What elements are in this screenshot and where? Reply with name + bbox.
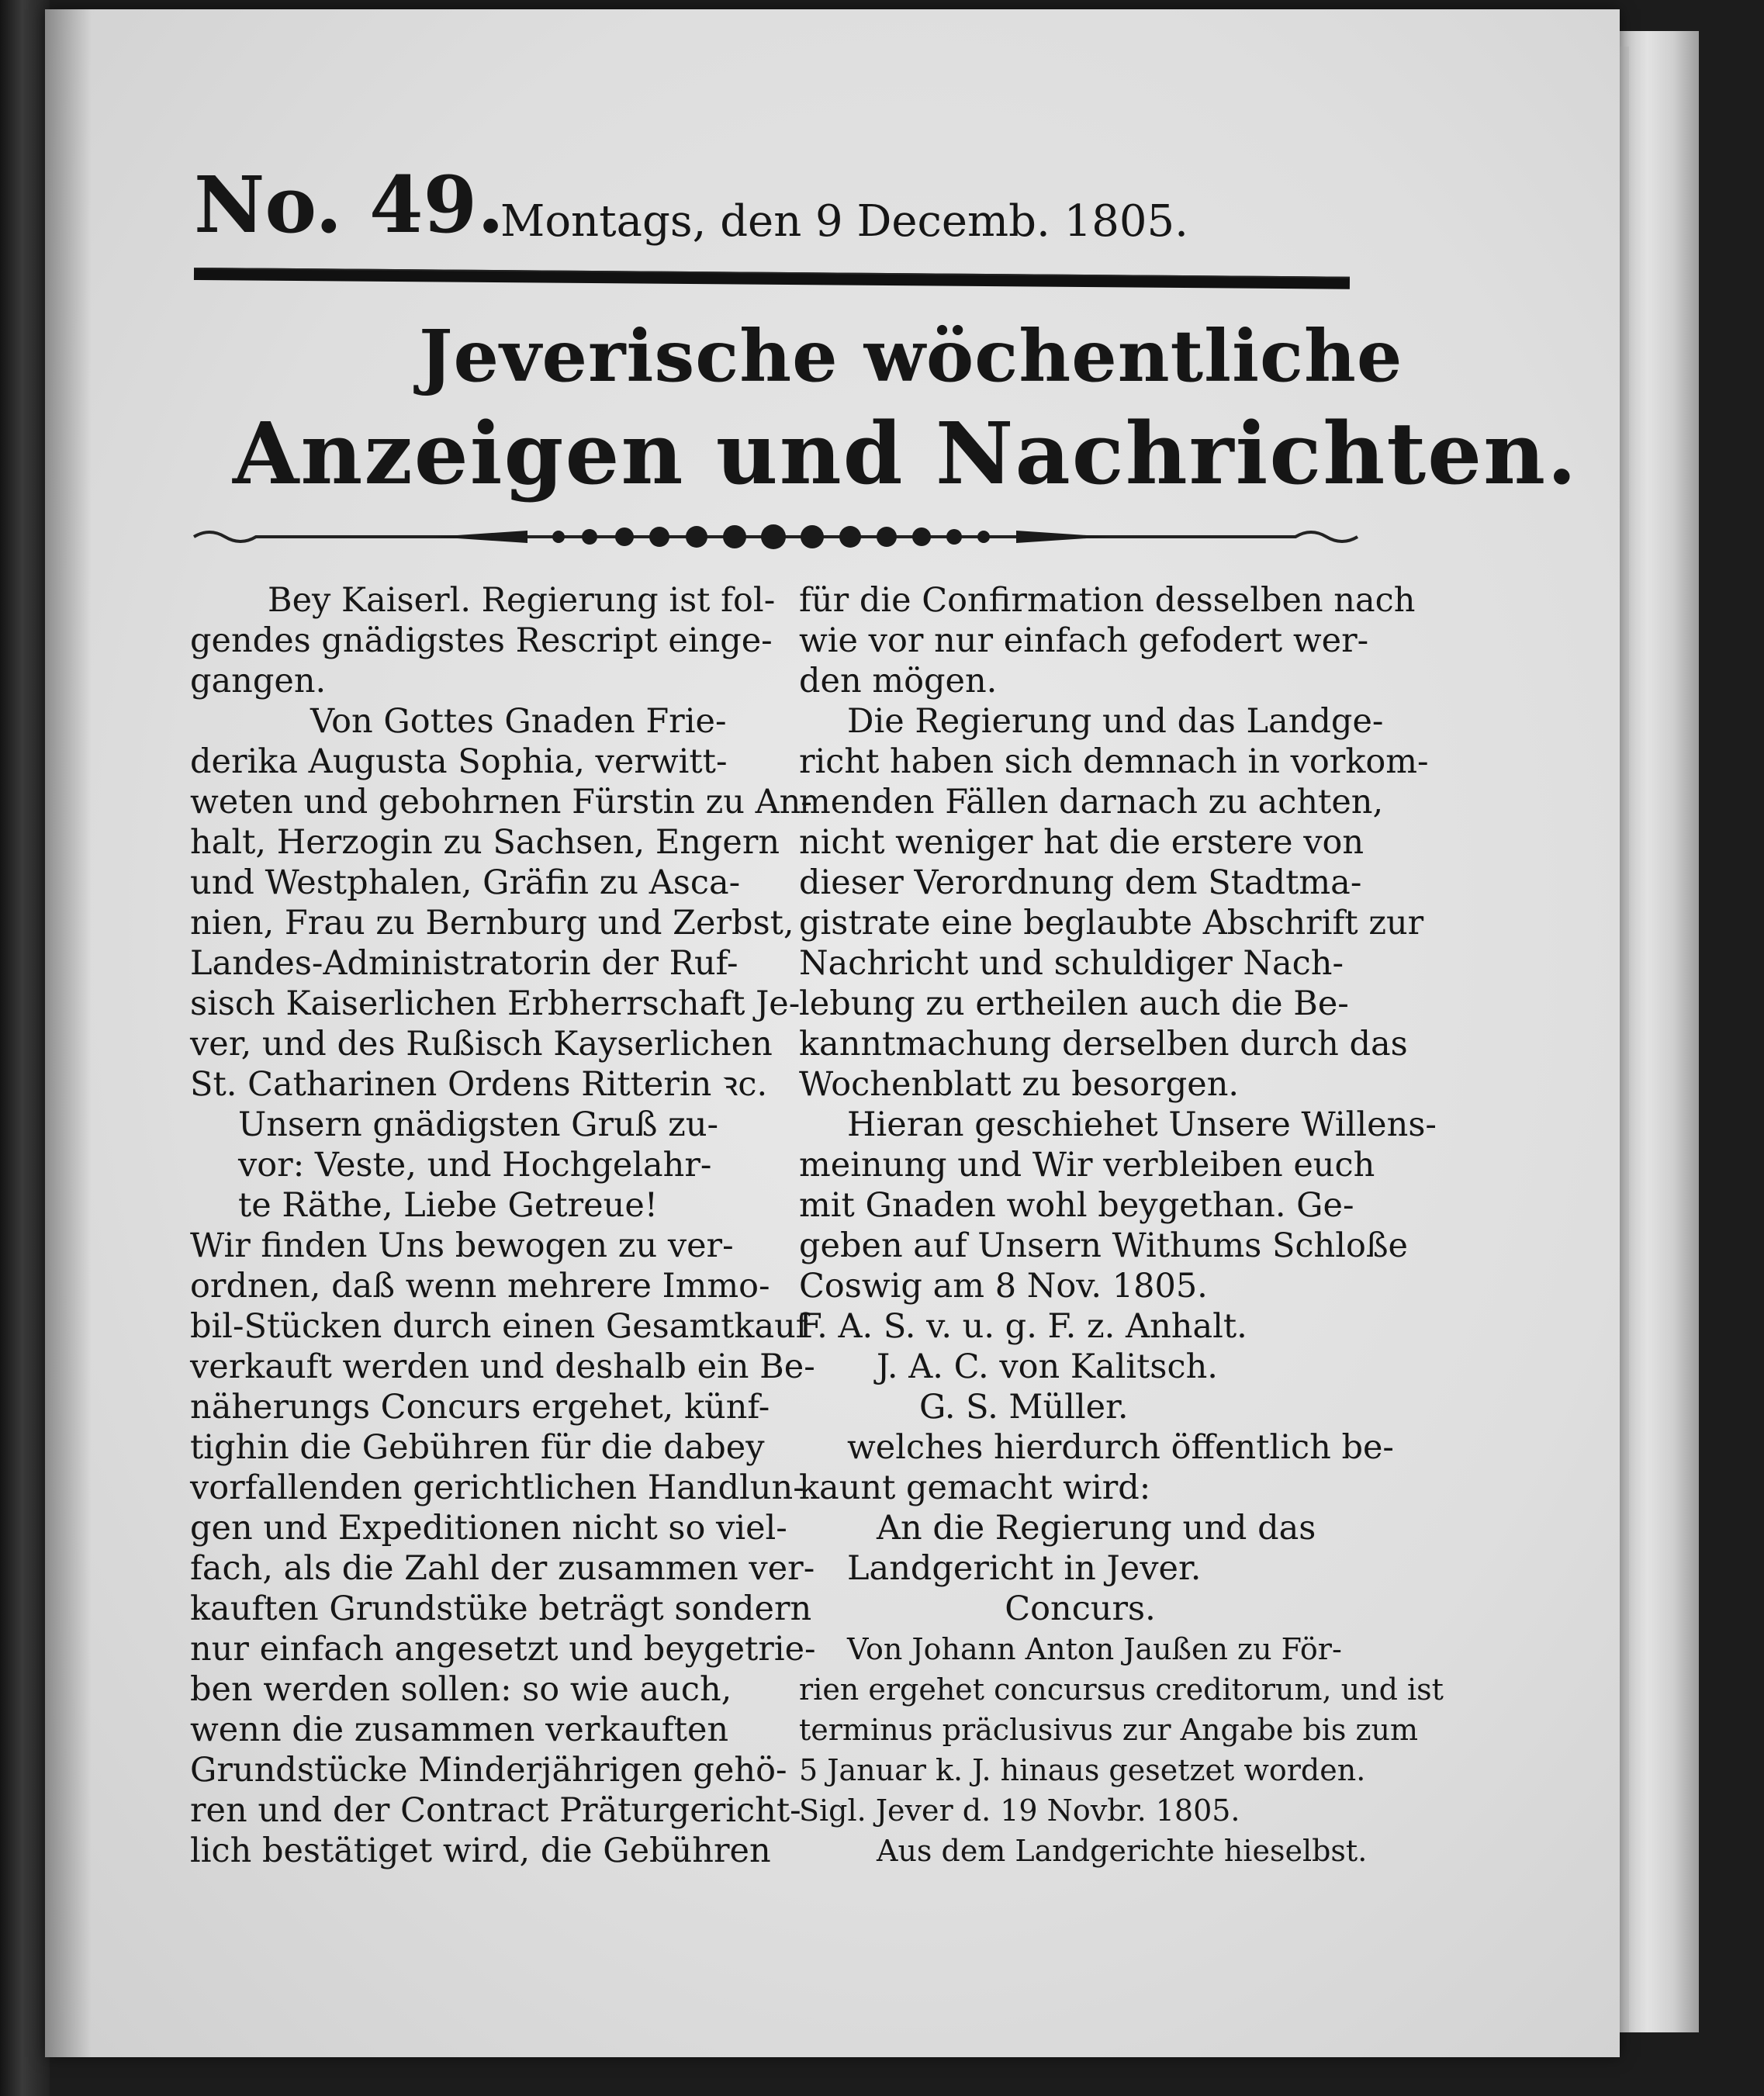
text-line: gangen. [190,662,327,700]
text-line: menden Fällen darnach zu achten, [799,783,1384,821]
text-line: kauften Grundstüke beträgt sondern [190,1589,812,1628]
text-line: richt haben sich demnach in vorkom- [799,742,1429,781]
text-line: Unsern gnädigsten Gruß zu- [238,1105,719,1144]
text-line: Grundstücke Minderjährigen gehö- [190,1751,787,1790]
text-line: derika Augusta Sophia, verwitt- [190,742,728,781]
text-line: F. A. S. v. u. g. F. z. Anhalt. [799,1307,1247,1346]
text-line: lebung zu ertheilen auch die Be- [799,984,1349,1023]
text-line: mit Gnaden wohl beygethan. Ge- [799,1186,1354,1225]
book-spine [0,0,50,2096]
text-line: halt, Herzogin zu Sachsen, Engern [190,823,780,862]
text-line: terminus präclusivus zur Angabe bis zum [799,1713,1418,1747]
issue-date: Montags, den 9 Decemb. 1805. [500,196,1188,247]
text-line: Landes-Administratorin der Ruf- [190,944,738,983]
text-line: verkauft werden und deshalb ein Be- [190,1347,815,1386]
text-line: tighin die Gebühren für die dabey [190,1428,765,1467]
text-line: Landgericht in Jever. [847,1549,1202,1588]
right-column [799,580,1444,1871]
text-line: ver, und des Rußisch Kayserlichen [190,1025,773,1064]
text-line: wenn die zusammen verkauften [190,1710,729,1749]
left-column [190,580,816,1871]
issue-number: No. 49. [194,159,504,251]
masthead [194,159,1358,252]
text-line: vorfallenden gerichtlichen Handlun- [190,1468,804,1507]
text-line: Coswig am 8 Nov. 1805. [799,1267,1208,1306]
text-line: kaunt gemacht wird: [799,1468,1151,1507]
text-line: kanntmachung derselben durch das [799,1025,1408,1064]
text-line: J. A. C. von Kalitsch. [877,1347,1218,1386]
text-line: nur einfach angesetzt und beygetrie- [190,1630,816,1669]
text-line: ben werden sollen: so wie auch, [190,1670,732,1709]
text-line: Nachricht und schuldiger Nach- [799,944,1344,983]
newspaper-title-line-2: Anzeigen und Nachrichten. [233,403,1579,503]
text-line: 5 Januar k. J. hinaus gesetzet worden. [799,1753,1366,1787]
text-line: nien, Frau zu Bernburg und Zerbst, [190,904,794,943]
text-line: meinung und Wir verbleiben euch [799,1146,1375,1185]
text-line: wie vor nur einfach gefodert wer- [799,621,1369,660]
text-line: G. S. Müller. [919,1388,1129,1427]
text-line: dieser Verordnung dem Stadtma- [799,863,1362,902]
text-line: An die Regierung und das [877,1509,1316,1548]
newspaper-title-line-1: Jeverische wöchentliche [419,314,1403,398]
text-line: Wir finden Uns bewogen zu ver- [190,1226,734,1265]
text-line: geben auf Unsern Withums Schloße [799,1226,1409,1265]
text-line: nicht weniger hat die erstere von [799,823,1365,862]
text-line: Concurs. [1005,1589,1156,1628]
text-line: gendes gnädigstes Rescript einge- [190,621,773,660]
text-line: gen und Expeditionen nicht so viel- [190,1509,787,1548]
text-line: Hieran geschiehet Unsere Willens- [847,1105,1437,1144]
text-line: näherungs Concurs ergehet, künf- [190,1388,770,1427]
text-line: Die Regierung und das Landge- [847,702,1384,741]
text-line: Von Johann Anton Jaußen zu För- [847,1632,1342,1666]
text-line: weten und gebohrnen Fürstin zu An- [190,783,812,821]
ornamental-divider [194,512,1358,559]
text-line: St. Catharinen Ordens Ritterin ꝛc. [190,1065,768,1104]
text-line: Wochenblatt zu besorgen. [799,1065,1240,1104]
text-line: lich bestätiget wird, die Gebühren [190,1831,771,1870]
text-line: Von Gottes Gnaden Frie- [310,702,727,741]
text-line: fach, als die Zahl der zusammen ver- [190,1549,815,1588]
gutter-shadow [45,9,92,2057]
text-line: vor: Veste, und Hochgelahr- [238,1146,712,1185]
text-line: rien ergehet concursus creditorum, und ist [799,1672,1444,1707]
text-line: welches hierdurch öffentlich be- [847,1428,1394,1467]
text-line: ordnen, daß wenn mehrere Immo- [190,1267,770,1306]
text-line: Aus dem Landgerichte hieselbst. [877,1834,1368,1868]
text-line: sisch Kaiserlichen Erbherrschaft Je- [190,984,801,1023]
text-line: Bey Kaiserl. Regierung ist fol- [268,581,776,620]
text-line: te Räthe, Liebe Getreue! [238,1186,659,1225]
text-line: für die Confirmation desselben nach [799,581,1416,620]
text-line: bil-Stücken durch einen Gesamtkauf [190,1307,808,1346]
text-line: den mögen. [799,662,998,700]
text-line: Sigl. Jever d. 19 Novbr. 1805. [799,1793,1240,1828]
text-line: gistrate eine beglaubte Abschrift zur [799,904,1424,943]
text-line: und Westphalen, Gräfin zu Asca- [190,863,741,902]
text-line: ren und der Contract Präturgericht- [190,1791,801,1830]
